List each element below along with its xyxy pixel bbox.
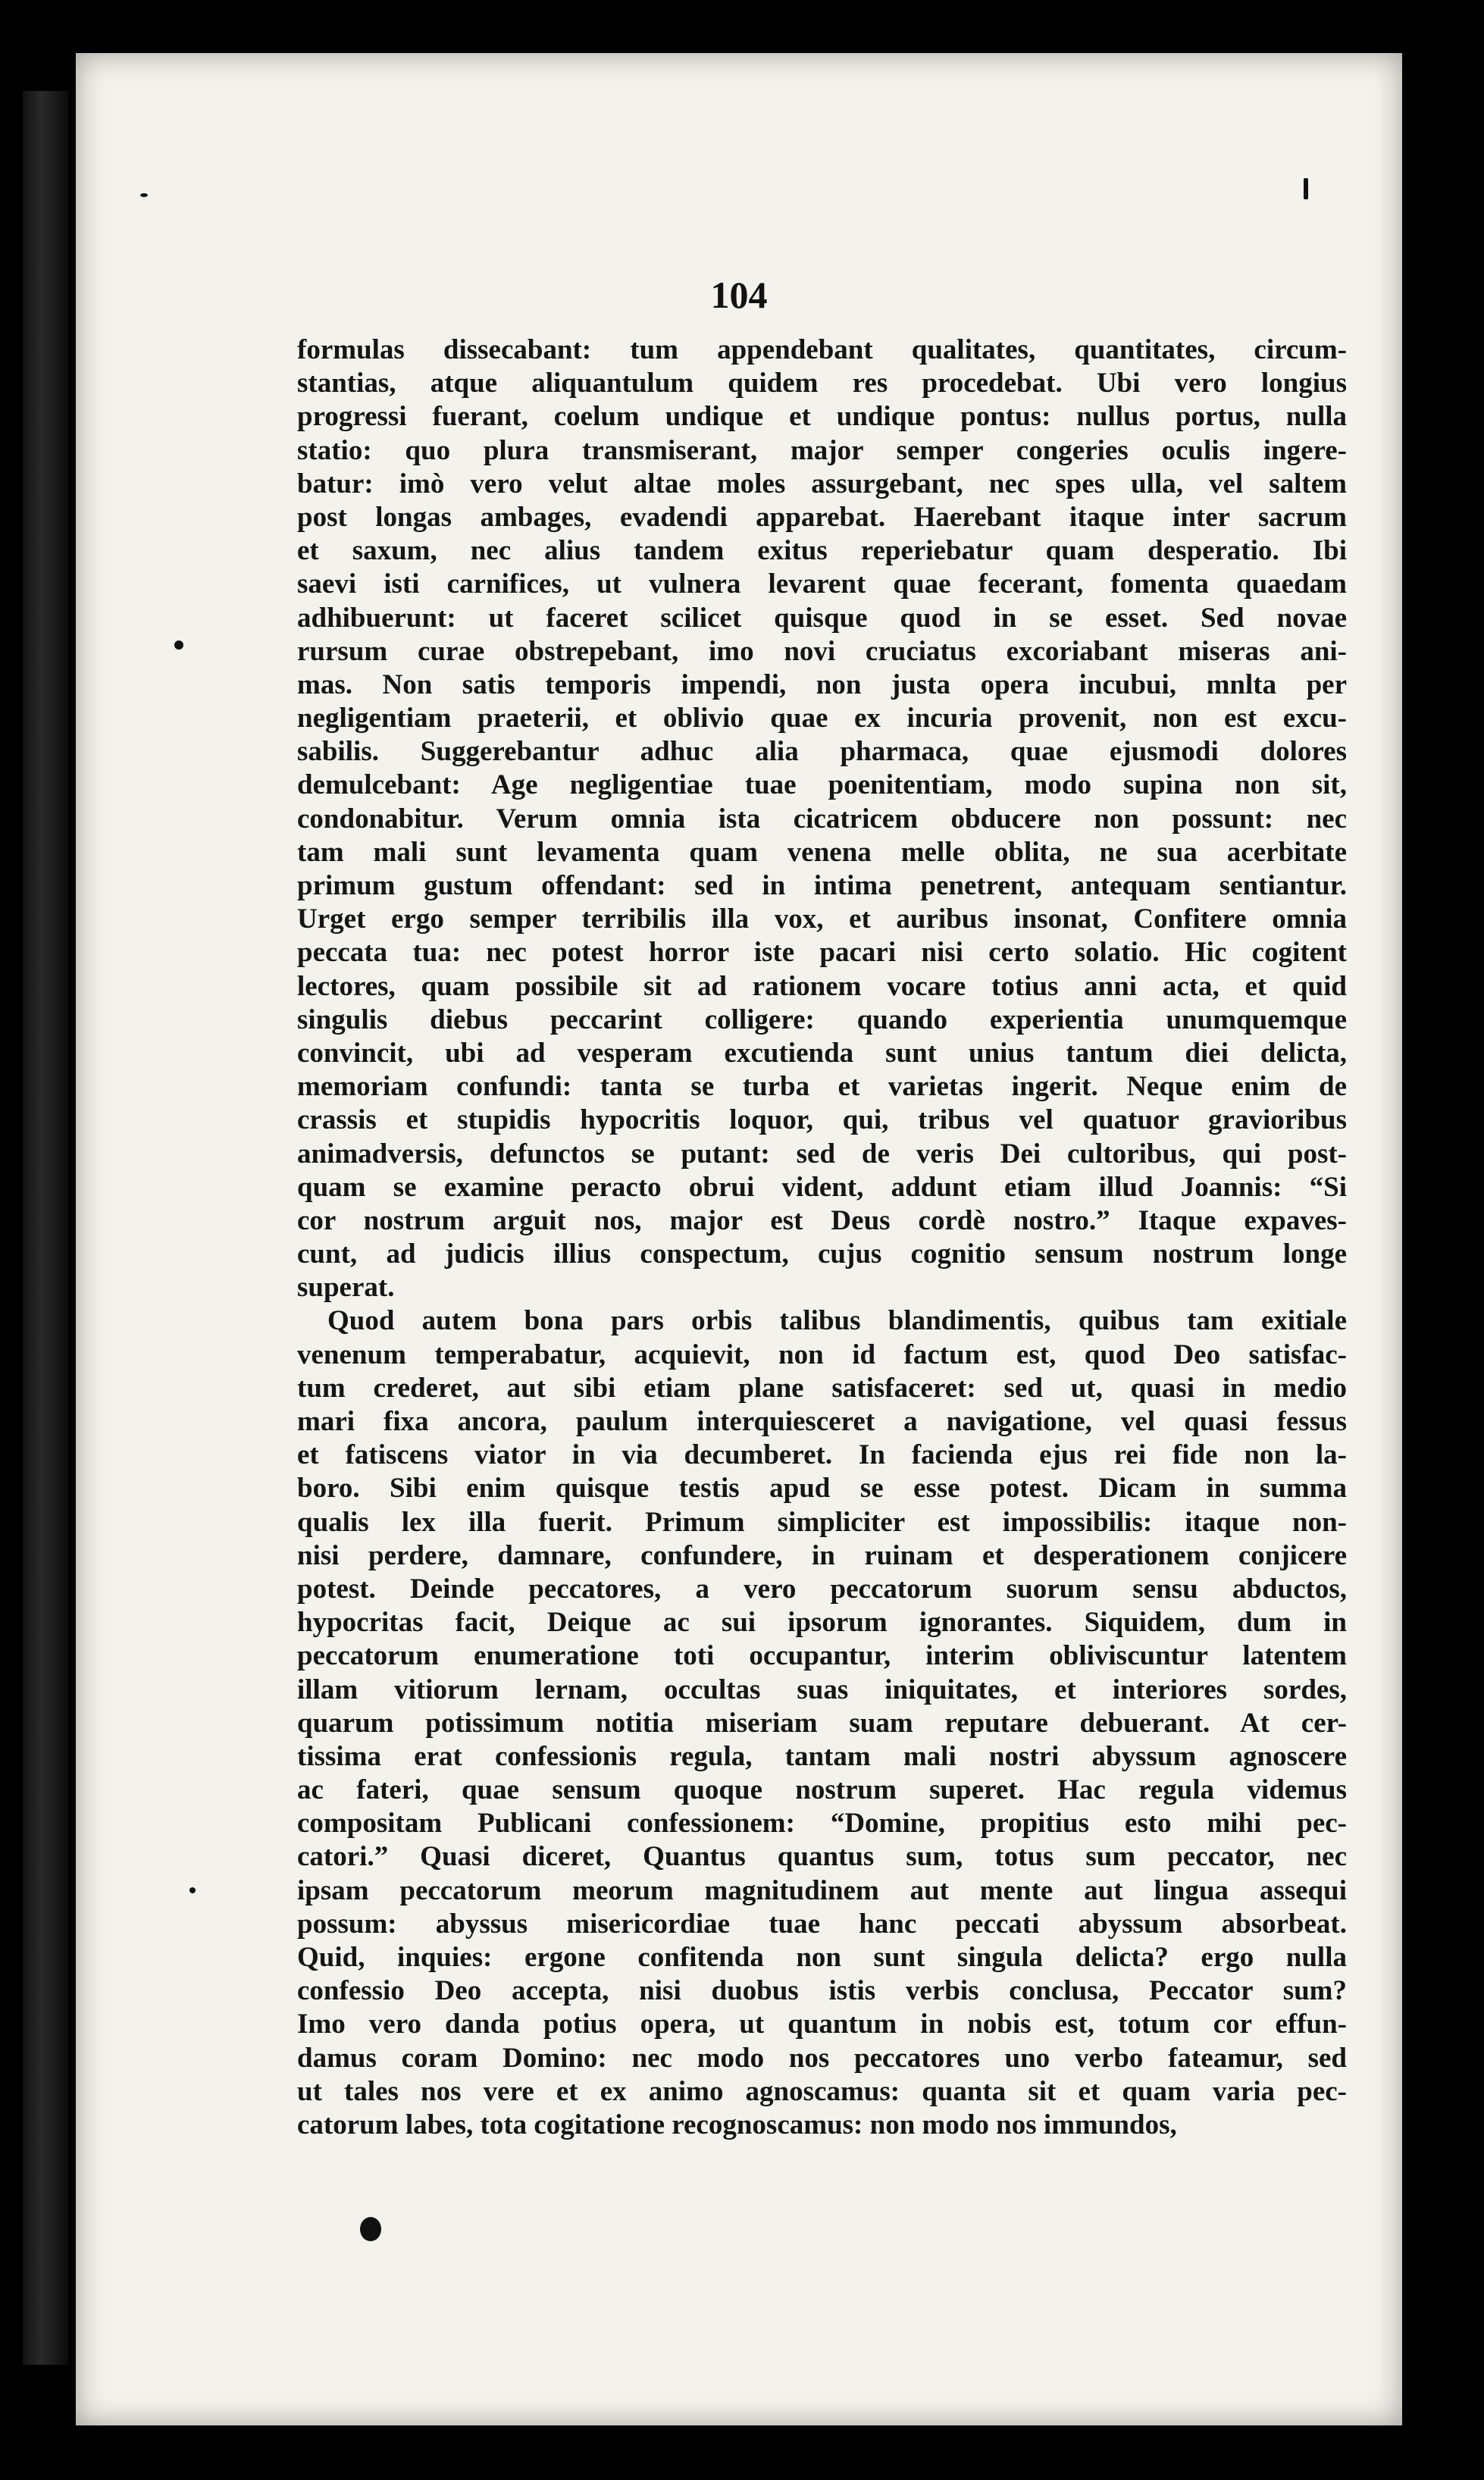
text-line: tum crederet, aut sibi etiam plane satisfaceret: sed ut, quasi in medio xyxy=(297,1372,1347,1404)
text-line: Quod autem bona pars orbis talibus blandimentis, quibus tam exitiale xyxy=(327,1305,1347,1337)
text-line: possum: abyssus misericordiae tuae hanc peccati abyssum absorbeat. xyxy=(297,1908,1347,1940)
text-line: Urget ergo semper terribilis illa vox, et auribus insonat, Confitere omnia xyxy=(297,903,1347,935)
text-line: post longas ambages, evadendi apparebat. Haerebant itaque inter sacrum xyxy=(297,501,1347,533)
text-line: primum gustum offendant: sed in intima penetrent, antequam sentiantur. xyxy=(297,870,1347,901)
text-line: negligentiam praeterii, et oblivio quae ex incuria provenit, non est excu- xyxy=(297,703,1347,734)
text-line: catori.” Quasi diceret, Quantus quantus sum, totus sum peccator, nec xyxy=(297,1841,1347,1873)
text-line: damus coram Domino: nec modo nos peccatores uno verbo fateamur, sed xyxy=(297,2042,1347,2074)
text-line: venenum temperabatur, acquievit, non id factum est, quod Deo satisfac- xyxy=(297,1339,1347,1370)
text-line: compositam Publicani confessionem: “Domine, propitius esto mihi pec- xyxy=(297,1808,1347,1840)
text-line: animadversis, defunctos se putant: sed de veris Dei cultoribus, qui post- xyxy=(297,1138,1347,1170)
scan-speck xyxy=(360,2217,381,2241)
text-line: singulis diebus peccarint colligere: quando experientia unumquemque xyxy=(297,1004,1347,1035)
text-line: cor nostrum arguit nos, major est Deus cordè nostro.” Itaque expaves- xyxy=(297,1204,1347,1236)
text-line: progressi fuerant, coelum undique et undique pontus: nullus portus, nulla xyxy=(297,401,1347,433)
text-line: condonabitur. Verum omnia ista cicatricem obducere non possunt: nec xyxy=(297,803,1347,834)
text-line: ac fateri, quae sensum quoque nostrum superet. Hac regula videmus xyxy=(297,1774,1347,1806)
text-line: cunt, ad judicis illius conspectum, cujus cognitio sensum nostrum longe xyxy=(297,1238,1347,1270)
scan-speck xyxy=(174,640,183,650)
scan-speck xyxy=(189,1887,196,1893)
text-line: quarum potissimum notitia miseriam suam reputare debuerant. At cer- xyxy=(297,1707,1347,1739)
text-line: confessio Deo accepta, nisi duobus istis verbis conclusa, Peccator sum? xyxy=(297,1975,1347,2007)
text-line: saevi isti carnifices, ut vulnera levarent quae fecerant, fomenta quaedam xyxy=(297,568,1347,600)
text-line: quam se examine peracto obrui vident, addunt etiam illud Joannis: “Si xyxy=(297,1171,1347,1203)
text-line: superat. xyxy=(297,1272,395,1304)
text-line: tam mali sunt levamenta quam venena melle oblita, ne sua acerbitate xyxy=(297,836,1347,868)
text-line: stantias, atque aliquantulum quidem res procedebat. Ubi vero longius xyxy=(297,368,1347,399)
text-line: et saxum, nec alius tandem exitus reperiebatur quam desperatio. Ibi xyxy=(297,535,1347,567)
text-line: potest. Deinde peccatores, a vero peccatorum suorum sensu abductos, xyxy=(297,1573,1347,1605)
text-line: illam vitiorum lernam, occultas suas iniquitates, et interiores sordes, xyxy=(297,1674,1347,1705)
text-line: peccata tua: nec potest horror iste pacari nisi certo solatio. Hic cogitent xyxy=(297,937,1347,969)
text-line: adhibuerunt: ut faceret scilicet quisque quod in se esset. Sed novae xyxy=(297,602,1347,634)
text-line: qualis lex illa fuerit. Primum simpliciter est impossibilis: itaque non- xyxy=(297,1506,1347,1538)
text-line: catorum labes, tota cogitatione recognoscamus: non modo nos immundos, xyxy=(297,2109,1177,2140)
text-line: Imo vero danda potius opera, ut quantum in nobis est, totum cor effun- xyxy=(297,2009,1347,2040)
text-line: demulcebant: Age negligentiae tuae poenitentiam, modo supina non sit, xyxy=(297,769,1347,801)
text-line: mari fixa ancora, paulum interquiesceret a navigatione, vel quasi fessus xyxy=(297,1406,1347,1437)
body-text xyxy=(297,333,1347,2142)
text-line: ut tales nos vere et ex animo agnoscamus: quanta sit et quam varia pec- xyxy=(297,2075,1347,2107)
text-line: lectores, quam possibile sit ad rationem vocare totius anni acta, et quid xyxy=(297,970,1347,1002)
text-line: hypocritas facit, Deique ac sui ipsorum ignorantes. Siquidem, dum in xyxy=(297,1607,1347,1639)
scan-speck xyxy=(1304,178,1308,199)
text-line: memoriam confundi: tanta se turba et varietas ingerit. Neque enim de xyxy=(297,1071,1347,1103)
page-number: 104 xyxy=(710,274,768,316)
text-line: peccatorum enumeratione toti occupantur, interim obliviscuntur latentem xyxy=(297,1640,1347,1672)
text-line: et fatiscens viator in via decumberet. In facienda ejus rei fide non la- xyxy=(297,1439,1347,1471)
text-line: convincit, ubi ad vesperam excutienda sunt unius tantum diei delicta, xyxy=(297,1037,1347,1069)
text-line: boro. Sibi enim quisque testis apud se esse potest. Dicam in summa xyxy=(297,1473,1347,1505)
text-line: crassis et stupidis hypocritis loquor, qui, tribus vel quatuor gravioribus xyxy=(297,1104,1347,1136)
book-page xyxy=(76,53,1402,2425)
text-line: tissima erat confessionis regula, tantam mali nostri abyssum agnoscere xyxy=(297,1740,1347,1772)
text-line: statio: quo plura transmiserant, major semper congeries oculis ingere- xyxy=(297,434,1347,466)
text-line: rursum curae obstrepebant, imo novi cruciatus excoriabant miseras ani- xyxy=(297,635,1347,667)
text-line: ipsam peccatorum meorum magnitudinem aut mente aut lingua assequi xyxy=(297,1874,1347,1906)
text-line: batur: imò vero velut altae moles assurgebant, nec spes ulla, vel saltem xyxy=(297,468,1347,499)
book-edge xyxy=(23,91,68,2365)
scan-speck xyxy=(140,193,148,197)
text-line: sabilis. Suggerebantur adhuc alia pharmaca, quae ejusmodi dolores xyxy=(297,736,1347,768)
text-line: formulas dissecabant: tum appendebant qualitates, quantitates, circum- xyxy=(297,334,1347,365)
text-line: mas. Non satis temporis impendi, non justa opera incubui, mnlta per xyxy=(297,669,1347,700)
text-line: nisi perdere, damnare, confundere, in ruinam et desperationem conjicere xyxy=(297,1539,1347,1571)
text-line: Quid, inquies: ergone confitenda non sunt singula delicta? ergo nulla xyxy=(297,1942,1347,1973)
